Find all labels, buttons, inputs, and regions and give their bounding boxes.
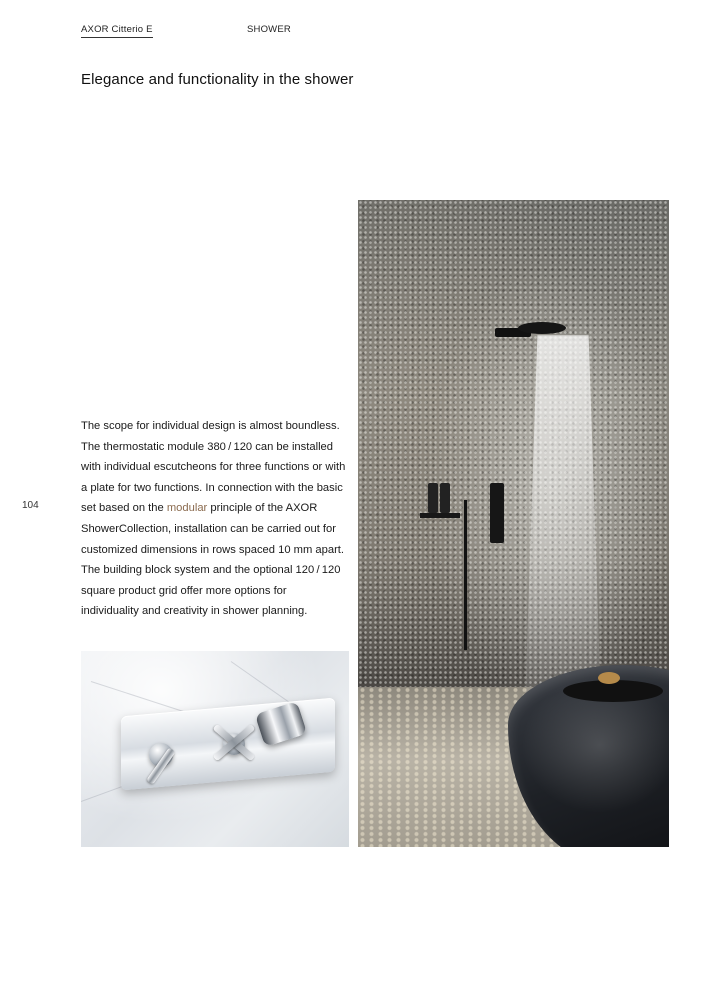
- candle: [598, 672, 620, 684]
- rain-shower-head: [518, 322, 566, 334]
- hand-shower-hose: [464, 500, 467, 650]
- body-text-highlight: modular: [166, 502, 208, 515]
- shelf: [420, 513, 460, 518]
- header-section: SHOWER: [247, 24, 291, 35]
- bottle: [428, 483, 438, 513]
- thermostat-module-photo: [81, 651, 349, 847]
- thermostat-valve-plate: [490, 483, 504, 543]
- body-paragraph: [81, 416, 346, 622]
- body-text-part1: The scope for individual design is almost boundless. The thermostatic module 380 / 120 can be installed with individual escutcheons for three functions or with a plate for two functions. In connection with the basic set based on the: [81, 420, 346, 515]
- shower-photo: [358, 200, 669, 847]
- bottle: [440, 483, 450, 513]
- header-brand: AXOR Citterio E: [81, 24, 153, 35]
- page-title: Elegance and functionality in the shower: [81, 71, 354, 88]
- page-number: 104: [22, 500, 39, 511]
- body-text-part2: principle of the AXOR ShowerCollection, installation can be carried out for customized dimensions in rows spaced 10 mm apart. The building block system and the optional 120 / 120 square product grid offer more options for individuality and creativity in shower planning.: [81, 502, 345, 618]
